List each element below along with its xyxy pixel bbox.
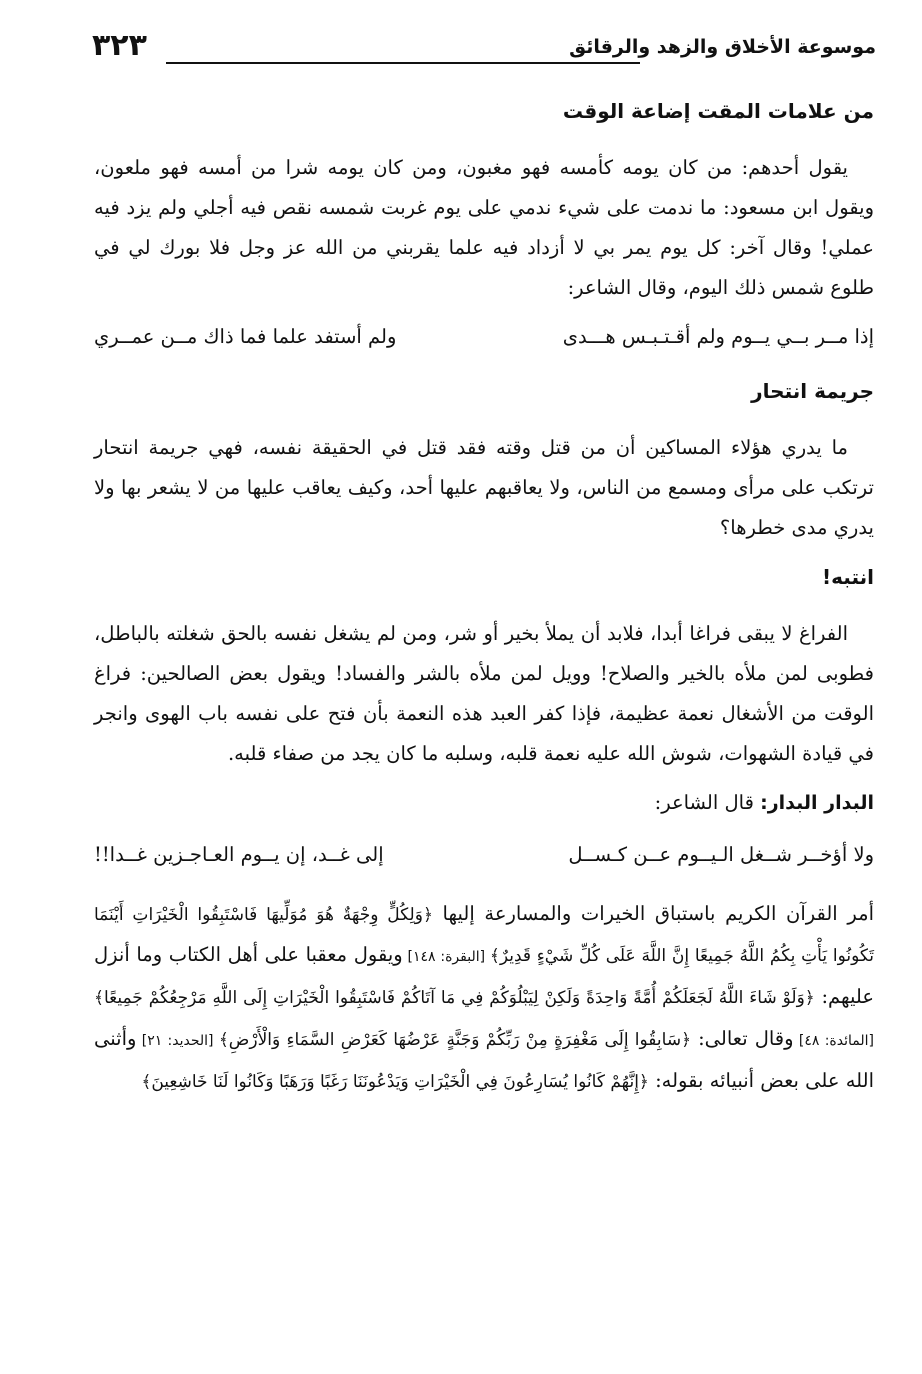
quran-verse-maidah: ﴿وَلَوْ شَاءَ اللَّهُ لَجَعَلَكُمْ أُمَّةً وَاحِدَةً وَلَكِنْ لِيَبْلُوَكُمْ فِي مَا آتَاكُمْ فَاسْتَبِقُوا الْخَيْرَاتِ إِلَى اللَّهِ مَرْجِعُكُمْ جَمِيعًا﴾ [94, 988, 815, 1008]
header-rule [166, 62, 640, 64]
quran-ref-baqarah: [البقرة: ١٤٨] [402, 949, 490, 965]
section-heading-attention: انتبه! [822, 565, 874, 589]
paragraph-hasten [94, 894, 874, 1102]
hasten-heading-label: البدار البدار: [760, 792, 874, 814]
quran-ref-maidah: [المائدة: ٤٨] [793, 1033, 874, 1049]
hasten-intro-text: أمر القرآن الكريم باستباق الخيرات والمسارعة إليها [432, 902, 874, 925]
page-header [92, 26, 876, 66]
quran-verse-baqarah: ﴿وَلِكُلٍّ وِجْهَةٌ هُوَ مُوَلِّيهَا فَاسْتَبِقُوا الْخَيْرَاتِ أَيْنَمَا تَكُونُوا يَأْتِ بِكُمُ اللَّهُ جَمِيعًا إِنَّ اللَّهَ عَلَى كُلِّ شَيْءٍ قَدِيرٌ﴾ [94, 905, 874, 966]
verse-2-first-hemistich: ولا أؤخــر شــغل الـيــوم عــن كـســل [568, 843, 874, 866]
hasten-mid-text-2: وقال تعالى: [691, 1027, 794, 1050]
page-body [94, 96, 874, 1116]
hasten-heading-rest: قال الشاعر: [654, 791, 761, 814]
section-heading-suicide-crime: جريمة انتحار [751, 379, 874, 403]
quran-ref-hadid: [الحديد: ٢١] [136, 1033, 219, 1049]
verse-1-second-hemistich: ولم أستفد علما فما ذاك مــن عمــري [94, 325, 397, 348]
section-heading-time-wasting: من علامات المقت إضاعة الوقت [562, 99, 874, 123]
poem-verse-1 [94, 322, 874, 352]
quran-verse-hadid: ﴿سَابِقُوا إِلَى مَغْفِرَةٍ مِنْ رَبِّكُمْ وَجَنَّةٍ عَرْضُهَا كَعَرْضِ السَّمَاءِ وَالْأَرْضِ﴾ [218, 1030, 692, 1050]
page-number: ٣٢٣ [92, 28, 147, 63]
running-title: موسوعة الأخلاق والزهد والرقائق [569, 36, 876, 58]
paragraph-time-wasting: يقول أحدهم: من كان يومه كأمسه فهو مغبون، ومن كان يومه شرا من أمسه فهو ملعون، ويقول ابن مسعود: ما ندمت على شيء ندمي على يوم غربت شمسه نقص فيه أجلي ولم يزد فيه عملي! وقال آخر: كل يوم يمر بي لا أزداد فيه علما يقربني من الله عز وجل فلا بورك لي في طلوع شمس ذلك اليوم، وقال الشاعر: [94, 156, 874, 299]
verse-2-second-hemistich: إلى غــد، إن يــوم العـاجـزين غــدا!! [94, 843, 384, 866]
verse-1-first-hemistich: إذا مــر بــي يــوم ولم أقـتـبـس هـــدى [562, 325, 874, 348]
paragraph-suicide-crime: ما يدري هؤلاء المساكين أن من قتل وقته فقد قتل في الحقيقة نفسه، فهي جريمة انتحار ترتكب على مرأى ومسمع من الناس، ولا يعاقبهم عليها أحد، وكيف يعاقب عليها من لا يشعر بها ولا يدري مدى خطرها؟ [94, 436, 874, 539]
quran-verse-anbiya: ﴿إِنَّهُمْ كَانُوا يُسَارِعُونَ فِي الْخَيْرَاتِ وَيَدْعُونَنَا رَغَبًا وَرَهَبًا وَكَانُوا لَنَا خَاشِعِينَ﴾ [141, 1072, 649, 1092]
hasten-mid-text-1: ويقول معقبا على أهل الكتاب وما أنزل عليهم: [94, 943, 875, 1008]
section-heading-hasten [94, 788, 874, 818]
hasten-mid-text-3: وأثنى الله على بعض أنبيائه بقوله: [94, 1027, 874, 1092]
poem-verse-2 [94, 840, 874, 870]
paragraph-attention: الفراغ لا يبقى فراغا أبدا، فلابد أن يملأ بخير أو شر، ومن لم يشغل نفسه بالحق شغلته بالباطل، فطوبى لمن ملأه بالخير والصلاح! وويل لمن ملأه بالشر والفساد! ويقول بعض الصالحين: فراغ الوقت من الأشغال نعمة عظيمة، فإذا كفر العبد هذه النعمة بأن فتح على نفسه باب الهوى وانجر في قيادة الشهوات، شوش الله عليه نعمة قلبه، وسلبه ما كان يجد من صفاء قلبه. [94, 622, 874, 765]
